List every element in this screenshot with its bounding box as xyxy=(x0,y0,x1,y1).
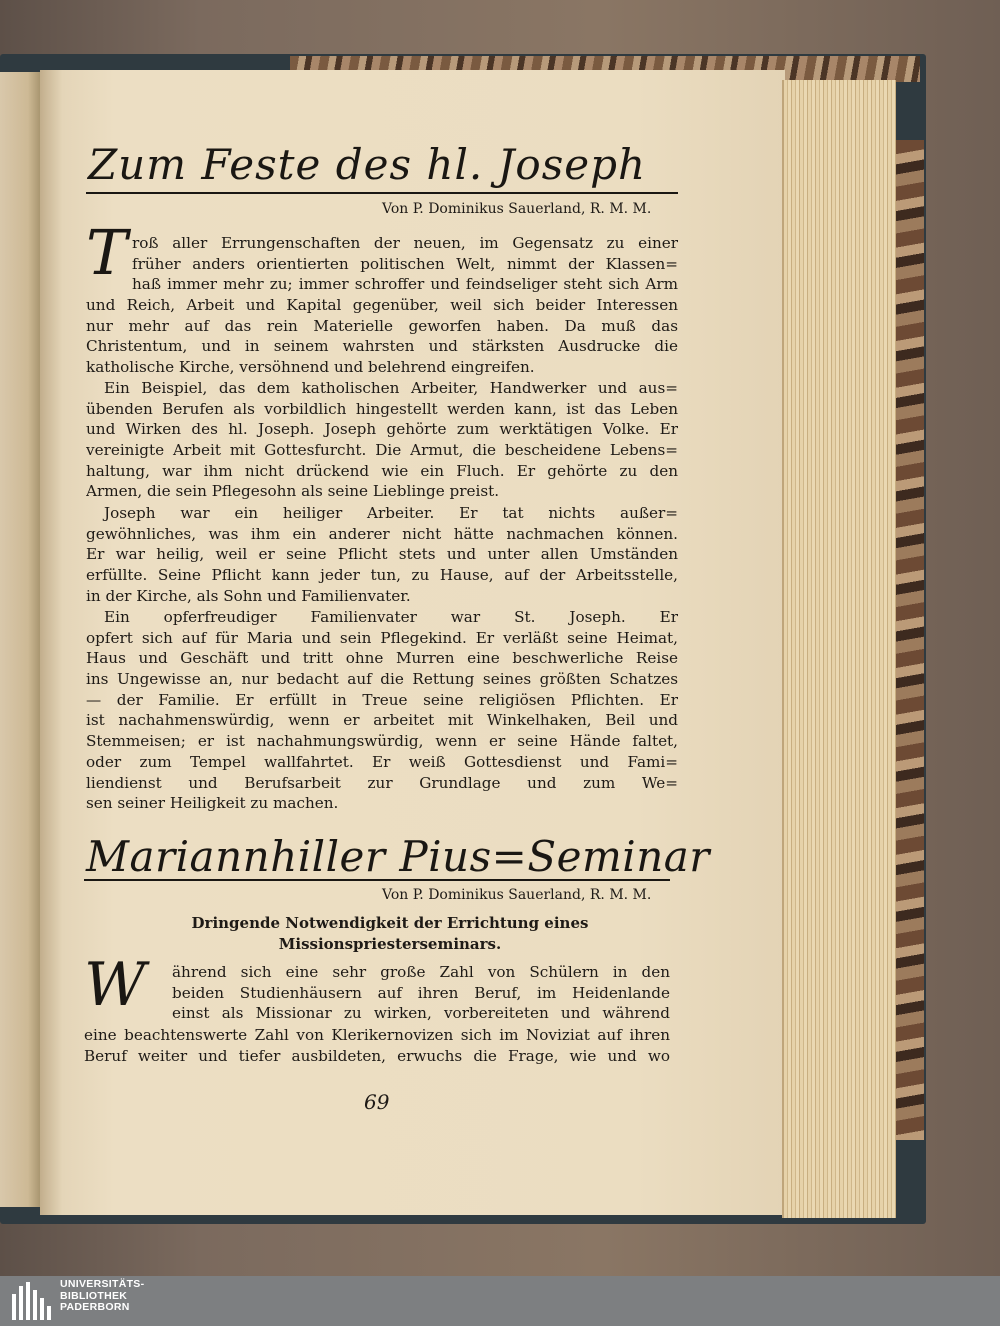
text-line: in der Kirche, als Sohn und Familienvater. xyxy=(86,586,411,605)
text-line: Haus und Geschäft und tritt ohne Murren eine beschwerliche Reise xyxy=(86,649,678,668)
text-line: sen seiner Heiligkeit zu machen. xyxy=(86,794,339,813)
text-line: Ein Beispiel, das dem katholischen Arbeiter, Handwerker und aus= xyxy=(104,379,678,397)
article1-paragraph-1 xyxy=(86,295,678,378)
article2-byline: Von P. Dominikus Sauerland, R. M. M. xyxy=(382,887,652,903)
text-line: ist nachahmenswürdig, wenn er arbeitet mit Winkelhaken, Beil und xyxy=(86,711,678,730)
text-line: liendienst und Berufsarbeit zur Grundlage und zum We= xyxy=(86,773,678,792)
text-line: und Wirken des hl. Joseph. Joseph gehörte zum werktätigen Volke. Er xyxy=(86,420,678,439)
article2-paragraph xyxy=(84,1025,670,1066)
article2-dropcap: W xyxy=(84,950,146,1020)
text-line: eine beachtenswerte Zahl von Klerikernovizen sich im Noviziat auf ihren xyxy=(84,1026,670,1044)
library-name-line: BIBLIOTHEK xyxy=(60,1289,128,1302)
text-line: und Reich, Arbeit und Kapital gegenüber, weil sich beider Interessen xyxy=(86,296,678,314)
text-line: ährend sich eine sehr große Zahl von Schülern in den xyxy=(172,963,670,981)
page-number: 69 xyxy=(364,1090,390,1114)
text-line: Beruf weiter und tiefer ausbildeten, erwuchs die Frage, wie und wo xyxy=(84,1046,670,1065)
text-line: Christentum, und in seinem wahrsten und stärksten Ausdrucke die xyxy=(86,337,678,356)
library-footer-bar xyxy=(0,1276,1000,1326)
text-line: Ein opferfreudiger Familienvater war St. Joseph. Er xyxy=(104,608,678,626)
text-line: ins Ungewisse an, nur bedacht auf die Rettung seines größten Schatzes xyxy=(86,670,678,689)
article1-title-rule xyxy=(86,192,678,194)
text-line: beiden Studienhäusern auf ihren Beruf, im Heidenlande xyxy=(172,983,670,1002)
text-line: übenden Berufen als vorbildlich hingestellt werden kann, ist das Leben xyxy=(86,399,678,418)
text-line: Armen, die sein Pflegesohn als seine Lieblinge preist. xyxy=(86,482,500,501)
text-line: nur mehr auf das rein Materielle geworfen haben. Da muß das xyxy=(86,316,678,335)
article1-byline: Von P. Dominikus Sauerland, R. M. M. xyxy=(382,201,652,217)
article2-subheading xyxy=(150,913,630,955)
text-line: erfüllte. Seine Pflicht kann jeder tun, zu Hause, auf der Arbeitsstelle, xyxy=(86,566,678,585)
article1-paragraph-2 xyxy=(86,378,678,502)
article1-paragraph-3 xyxy=(86,503,678,606)
text-line: einst als Missionar zu wirken, vorbereiteten und während xyxy=(172,1004,670,1023)
article1-intro xyxy=(132,233,678,295)
library-logo-icon xyxy=(12,1282,52,1320)
text-line: oder zum Tempel wallfahrtet. Er weiß Gottesdienst und Fami= xyxy=(86,752,678,771)
text-line: katholische Kirche, versöhnend und belehrend eingreifen. xyxy=(86,358,535,377)
text-line: haltung, war ihm nicht drückend wie ein Fluch. Er gehörte zu den xyxy=(86,461,678,480)
article2-title: Mariannhiller Pius=Seminar xyxy=(86,832,710,881)
text-line: haß immer mehr zu; immer schroffer und feindseliger steht sich Arm xyxy=(132,275,678,294)
article1-paragraph-4 xyxy=(86,607,678,814)
article1-title: Zum Feste des hl. Joseph xyxy=(88,140,647,189)
article1-dropcap: T xyxy=(86,216,128,289)
library-name xyxy=(60,1279,144,1314)
text-line: opfert sich auf für Maria und sein Pflegekind. Er verläßt seine Heimat, xyxy=(86,628,678,647)
text-line: roß aller Errungenschaften der neuen, im Gegensatz zu einer xyxy=(132,234,678,252)
text-line: Joseph war ein heiliger Arbeiter. Er tat nichts außer= xyxy=(104,504,678,522)
text-line: früher anders orientierten politischen Welt, nimmt der Klassen= xyxy=(132,254,678,273)
text-line: Stemmeisen; er ist nachahmungswürdig, wenn er seine Hände faltet, xyxy=(86,732,678,751)
subheading-line: Dringende Notwendigkeit der Errichtung eines xyxy=(191,914,589,932)
article2-title-rule xyxy=(84,879,670,881)
subheading-line: Missionspriesterseminars. xyxy=(278,935,502,953)
text-line: — der Familie. Er erfüllt in Treue seine religiösen Pflichten. Er xyxy=(86,690,678,709)
text-line: vereinigte Arbeit mit Gottesfurcht. Die Armut, die bescheidene Lebens= xyxy=(86,441,678,460)
text-line: Er war heilig, weil er seine Pflicht stets und unter allen Umständen xyxy=(86,545,678,564)
text-line: gewöhnliches, was ihm ein anderer nicht hätte nachmachen können. xyxy=(86,524,678,543)
article2-intro xyxy=(172,962,670,1024)
library-name-line: PADERBORN xyxy=(60,1301,130,1313)
library-name-line: UNIVERSITÄTS- xyxy=(60,1278,145,1290)
